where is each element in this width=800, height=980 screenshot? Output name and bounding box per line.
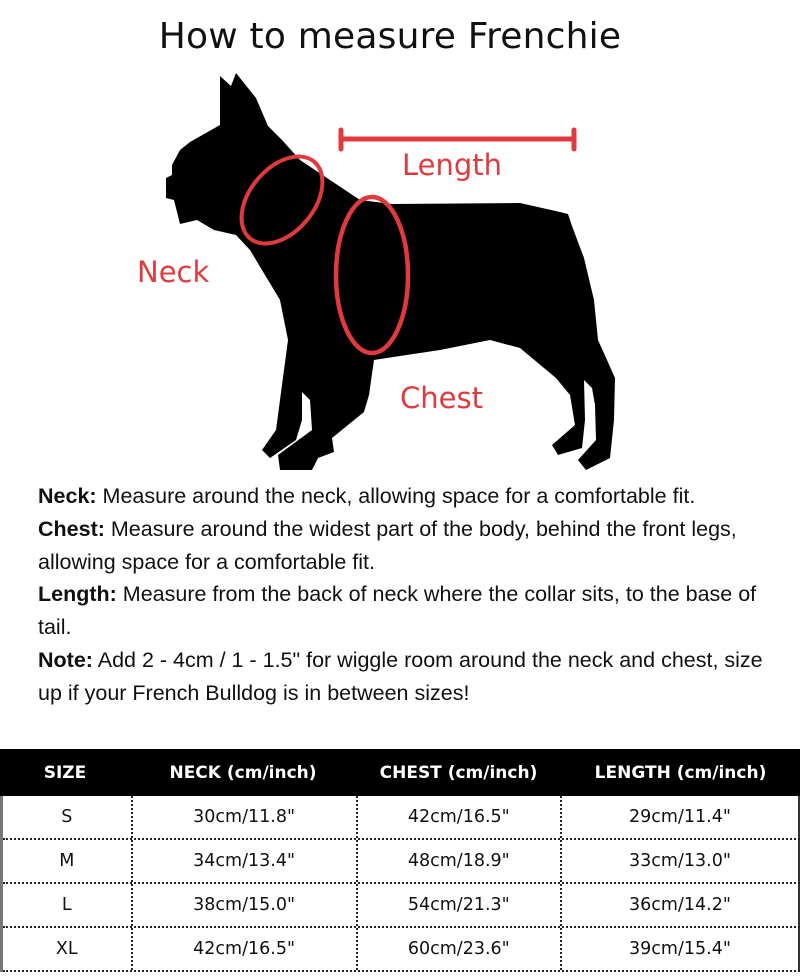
- instruction-chest: [38, 513, 788, 579]
- chest-label: Chest: [400, 381, 483, 415]
- cell-chest: 48cm/18.9": [358, 840, 562, 882]
- cell-length: 33cm/13.0": [562, 840, 800, 882]
- instruction-text: Measure from the back of neck where the collar sits, to the base of tail.: [38, 582, 757, 640]
- size-chart-table: [0, 749, 800, 972]
- measurement-instructions: [38, 480, 788, 710]
- table-row: [3, 840, 800, 884]
- page-title: How to measure Frenchie: [158, 16, 622, 57]
- instruction-text: Add 2 - 4cm / 1 - 1.5" for wiggle room around the neck and chest, size up if your French Bulldog is in between sizes!: [38, 647, 763, 705]
- instruction-term: Note:: [38, 647, 93, 672]
- instruction-term: Chest:: [38, 516, 105, 541]
- cell-length: 39cm/15.4": [562, 928, 800, 970]
- measurement-figure: [0, 0, 800, 480]
- cell-neck: 30cm/11.8": [133, 796, 358, 838]
- table-body: [0, 796, 800, 972]
- table-row: [3, 884, 800, 928]
- header-size: SIZE: [43, 762, 87, 783]
- instruction-term: Length:: [38, 582, 117, 607]
- french-bulldog-silhouette: [166, 73, 615, 470]
- cell-size: XL: [3, 928, 133, 970]
- header-chest: CHEST (cm/inch): [379, 762, 538, 783]
- cell-neck: 38cm/15.0": [133, 884, 358, 926]
- neck-label: Neck: [137, 255, 210, 289]
- table-header: [0, 749, 800, 796]
- header-length: LENGTH (cm/inch): [594, 762, 767, 783]
- cell-length: 29cm/11.4": [562, 796, 800, 838]
- header-neck: NECK (cm/inch): [169, 762, 317, 783]
- length-label: Length: [402, 148, 503, 182]
- instruction-length: [38, 578, 788, 644]
- cell-size: S: [3, 796, 133, 838]
- instruction-note: [38, 644, 788, 710]
- cell-chest: 60cm/23.6": [358, 928, 562, 970]
- table-row: [3, 796, 800, 840]
- instruction-text: Measure around the widest part of the body, behind the front legs, allowing space for a comfortable fit.: [38, 516, 737, 574]
- instruction-neck: [38, 480, 788, 513]
- cell-chest: 54cm/21.3": [358, 884, 562, 926]
- instruction-term: Neck:: [38, 484, 97, 508]
- cell-size: M: [3, 840, 133, 882]
- cell-chest: 42cm/16.5": [358, 796, 562, 838]
- cell-neck: 42cm/16.5": [133, 928, 358, 970]
- cell-size: L: [3, 884, 133, 926]
- instruction-text: Measure around the neck, allowing space for a comfortable fit.: [96, 484, 696, 508]
- cell-neck: 34cm/13.4": [133, 840, 358, 882]
- table-row: [3, 928, 800, 972]
- length-indicator: [341, 130, 574, 149]
- cell-length: 36cm/14.2": [562, 884, 800, 926]
